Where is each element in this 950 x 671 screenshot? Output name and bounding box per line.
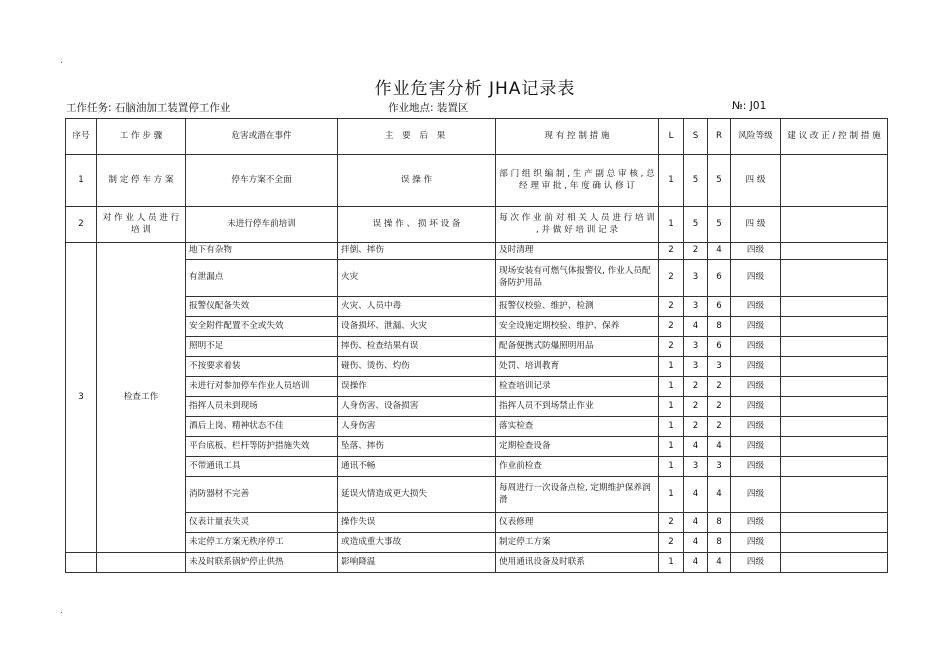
level-cell: 四 级 <box>731 155 781 207</box>
s-cell: 4 <box>684 477 708 513</box>
hazard-cell: 未定停工方案无秩序停工 <box>186 533 338 553</box>
suggest-cell <box>781 155 888 207</box>
consequence-cell: 碰伤、烫伤、灼伤 <box>338 357 496 377</box>
l-cell: 2 <box>659 533 684 553</box>
level-cell: 四级 <box>731 477 781 513</box>
controls-cell: 安全设施定期校验、维护、保养 <box>496 317 659 337</box>
suggest-cell <box>781 397 888 417</box>
consequence-cell: 误操作 <box>338 377 496 397</box>
step-seq: 1 <box>66 155 97 207</box>
step-name: 检查工作 <box>97 243 186 553</box>
header-l: L <box>659 119 684 155</box>
jha-table <box>65 118 888 573</box>
s-cell: 4 <box>684 553 708 573</box>
table-row <box>66 533 888 553</box>
consequence-cell: 或造成重大事故 <box>338 533 496 553</box>
suggest-cell <box>781 533 888 553</box>
s-cell: 3 <box>684 260 708 297</box>
level-cell: 四级 <box>731 317 781 337</box>
r-cell: 8 <box>708 317 731 337</box>
controls-cell: 配备便携式防爆照明用品 <box>496 337 659 357</box>
consequence-cell: 坠落、摔伤 <box>338 437 496 457</box>
suggest-cell <box>781 337 888 357</box>
level-cell: 四级 <box>731 337 781 357</box>
table-row <box>66 457 888 477</box>
header-step: 工 作 步 骤 <box>97 119 186 155</box>
hazard-cell: 不按要求着装 <box>186 357 338 377</box>
r-cell: 4 <box>708 553 731 573</box>
table-row <box>66 357 888 377</box>
controls-cell: 每 次 作 业 前 对 相 关 人 员 进 行 培 训 , 并 做 好 培 训 记 录 <box>496 207 659 243</box>
s-cell: 5 <box>684 155 708 207</box>
header-suggest: 建 议 改 正 / 控 制 措 施 <box>781 119 888 155</box>
l-cell: 2 <box>659 260 684 297</box>
r-cell: 5 <box>708 207 731 243</box>
level-cell: 四级 <box>731 553 781 573</box>
s-cell: 4 <box>684 437 708 457</box>
level-cell: 四级 <box>731 397 781 417</box>
header-s: S <box>684 119 708 155</box>
level-cell: 四级 <box>731 533 781 553</box>
l-cell: 2 <box>659 297 684 317</box>
suggest-cell <box>781 377 888 397</box>
controls-cell: 现场安装有可燃气体报警仪, 作业人员配备防护用品 <box>496 260 659 297</box>
suggest-cell <box>781 477 888 513</box>
s-cell: 2 <box>684 417 708 437</box>
task-label: 工作任务: 石脑油加工装置停工作业 <box>66 102 231 114</box>
consequence-cell: 火灾 <box>338 260 496 297</box>
r-cell: 3 <box>708 357 731 377</box>
document-number: №: J01 <box>732 100 767 112</box>
controls-cell: 检查培训记录 <box>496 377 659 397</box>
l-cell: 1 <box>659 357 684 377</box>
level-cell: 四级 <box>731 437 781 457</box>
l-cell: 1 <box>659 397 684 417</box>
r-cell: 4 <box>708 437 731 457</box>
consequence-cell: 摔伤、检查结果有误 <box>338 337 496 357</box>
step-name <box>97 553 186 573</box>
table-row <box>66 207 888 243</box>
table-row <box>66 553 888 573</box>
l-cell: 1 <box>659 377 684 397</box>
r-cell: 2 <box>708 377 731 397</box>
s-cell: 2 <box>684 397 708 417</box>
level-cell: 四级 <box>731 377 781 397</box>
level-cell: 四级 <box>731 357 781 377</box>
consequence-cell: 误 操 作 <box>338 155 496 207</box>
r-cell: 4 <box>708 243 731 260</box>
l-cell: 1 <box>659 477 684 513</box>
level-cell: 四级 <box>731 513 781 533</box>
r-cell: 6 <box>708 297 731 317</box>
header-r: R <box>708 119 731 155</box>
table-row <box>66 260 888 297</box>
controls-cell: 使用通讯设备及时联系 <box>496 553 659 573</box>
header-hazard: 危害或潜在事件 <box>186 119 338 155</box>
suggest-cell <box>781 243 888 260</box>
header-consequence: 主 要 后 果 <box>338 119 496 155</box>
consequence-cell: 通讯不畅 <box>338 457 496 477</box>
consequence-cell: 操作失误 <box>338 513 496 533</box>
step-name: 对 作 业 人 员 进 行 培 训 <box>97 207 186 243</box>
r-cell: 8 <box>708 513 731 533</box>
hazard-cell: 未进行停车前培训 <box>186 207 338 243</box>
controls-cell: 仪表修理 <box>496 513 659 533</box>
suggest-cell <box>781 260 888 297</box>
controls-cell: 处罚、培训教育 <box>496 357 659 377</box>
r-cell: 6 <box>708 337 731 357</box>
s-cell: 3 <box>684 337 708 357</box>
s-cell: 4 <box>684 513 708 533</box>
table-row <box>66 513 888 533</box>
step-seq: 2 <box>66 207 97 243</box>
hazard-cell: 消防器材不完善 <box>186 477 338 513</box>
suggest-cell <box>781 437 888 457</box>
consequence-cell: 误 操 作 、 损 坏 设 备 <box>338 207 496 243</box>
l-cell: 1 <box>659 553 684 573</box>
suggest-cell <box>781 457 888 477</box>
controls-cell: 报警仪校验、维护、检测 <box>496 297 659 317</box>
hazard-cell: 照明不足 <box>186 337 338 357</box>
table-row <box>66 417 888 437</box>
s-cell: 2 <box>684 377 708 397</box>
controls-cell: 每周进行一次设备点检, 定期维护保养润滑 <box>496 477 659 513</box>
controls-cell: 制定停工方案 <box>496 533 659 553</box>
hazard-cell: 报警仪配备失效 <box>186 297 338 317</box>
controls-cell: 作业前检查 <box>496 457 659 477</box>
r-cell: 8 <box>708 533 731 553</box>
hazard-cell: 停车方案不全面 <box>186 155 338 207</box>
controls-cell: 部 门 组 织 编 制 , 生 产 副 总 审 核 , 总 经 理 审 批 , 年 度 确 认 修 订 <box>496 155 659 207</box>
l-cell: 2 <box>659 243 684 260</box>
header-seq: 序号 <box>66 119 97 155</box>
r-cell: 2 <box>708 417 731 437</box>
hazard-cell: 平台底板、栏杆等防护措施失效 <box>186 437 338 457</box>
level-cell: 四级 <box>731 243 781 260</box>
l-cell: 2 <box>659 513 684 533</box>
hazard-cell: 仪表计量表失灵 <box>186 513 338 533</box>
suggest-cell <box>781 317 888 337</box>
level-cell: 四级 <box>731 417 781 437</box>
table-row <box>66 155 888 207</box>
l-cell: 2 <box>659 317 684 337</box>
consequence-cell: 人身伤害 <box>338 417 496 437</box>
l-cell: 1 <box>659 155 684 207</box>
step-seq <box>66 553 97 573</box>
s-cell: 2 <box>684 243 708 260</box>
r-cell: 5 <box>708 155 731 207</box>
l-cell: 2 <box>659 337 684 357</box>
level-cell: 四级 <box>731 457 781 477</box>
controls-cell: 及时清理 <box>496 243 659 260</box>
hazard-cell: 未及时联系锅炉停止供热 <box>186 553 338 573</box>
s-cell: 3 <box>684 297 708 317</box>
consequence-cell: 火灾、人员中毒 <box>338 297 496 317</box>
consequence-cell: 延误火情造成更大损失 <box>338 477 496 513</box>
hazard-cell: 不带通讯工具 <box>186 457 338 477</box>
step-name: 制 定 停 车 方 案 <box>97 155 186 207</box>
table-row <box>66 243 888 260</box>
table-row <box>66 317 888 337</box>
l-cell: 1 <box>659 437 684 457</box>
level-cell: 四级 <box>731 260 781 297</box>
s-cell: 4 <box>684 533 708 553</box>
l-cell: 1 <box>659 417 684 437</box>
controls-cell: 定期检查设备 <box>496 437 659 457</box>
header-controls: 现 有 控 制 措 施 <box>496 119 659 155</box>
hazard-cell: 安全附件配置不全或失效 <box>186 317 338 337</box>
table-row <box>66 477 888 513</box>
table-row <box>66 397 888 417</box>
location-label: 作业地点: 装置区 <box>388 102 469 114</box>
hazard-cell: 未进行对参加停车作业人员培训 <box>186 377 338 397</box>
suggest-cell <box>781 357 888 377</box>
hazard-cell: 有泄漏点 <box>186 260 338 297</box>
controls-cell: 指挥人员不到场禁止作业 <box>496 397 659 417</box>
level-cell: 四级 <box>731 297 781 317</box>
s-cell: 3 <box>684 457 708 477</box>
corner-dot-bottom: . <box>60 606 63 616</box>
header-level: 风险等级 <box>731 119 781 155</box>
consequence-cell: 设备损坏、泄漏、火灾 <box>338 317 496 337</box>
corner-dot-top: . <box>60 56 63 66</box>
step-seq: 3 <box>66 243 97 553</box>
consequence-cell: 人身伤害、设备损害 <box>338 397 496 417</box>
s-cell: 3 <box>684 357 708 377</box>
suggest-cell <box>781 207 888 243</box>
header-row <box>66 119 888 155</box>
controls-cell: 落实检查 <box>496 417 659 437</box>
r-cell: 2 <box>708 397 731 417</box>
s-cell: 4 <box>684 317 708 337</box>
table-row <box>66 377 888 397</box>
suggest-cell <box>781 553 888 573</box>
suggest-cell <box>781 417 888 437</box>
hazard-cell: 指挥人员未到现场 <box>186 397 338 417</box>
consequence-cell: 拌倒、摔伤 <box>338 243 496 260</box>
suggest-cell <box>781 297 888 317</box>
r-cell: 6 <box>708 260 731 297</box>
l-cell: 1 <box>659 457 684 477</box>
table-row <box>66 337 888 357</box>
hazard-cell: 酒后上岗、精神状态不佳 <box>186 417 338 437</box>
consequence-cell: 影响降温 <box>338 553 496 573</box>
l-cell: 1 <box>659 207 684 243</box>
table-row <box>66 437 888 457</box>
r-cell: 3 <box>708 457 731 477</box>
s-cell: 5 <box>684 207 708 243</box>
page-title: 作业危害分析 JHA记录表 <box>374 79 576 99</box>
level-cell: 四 级 <box>731 207 781 243</box>
hazard-cell: 地下有杂物 <box>186 243 338 260</box>
suggest-cell <box>781 513 888 533</box>
r-cell: 4 <box>708 477 731 513</box>
table-row <box>66 297 888 317</box>
